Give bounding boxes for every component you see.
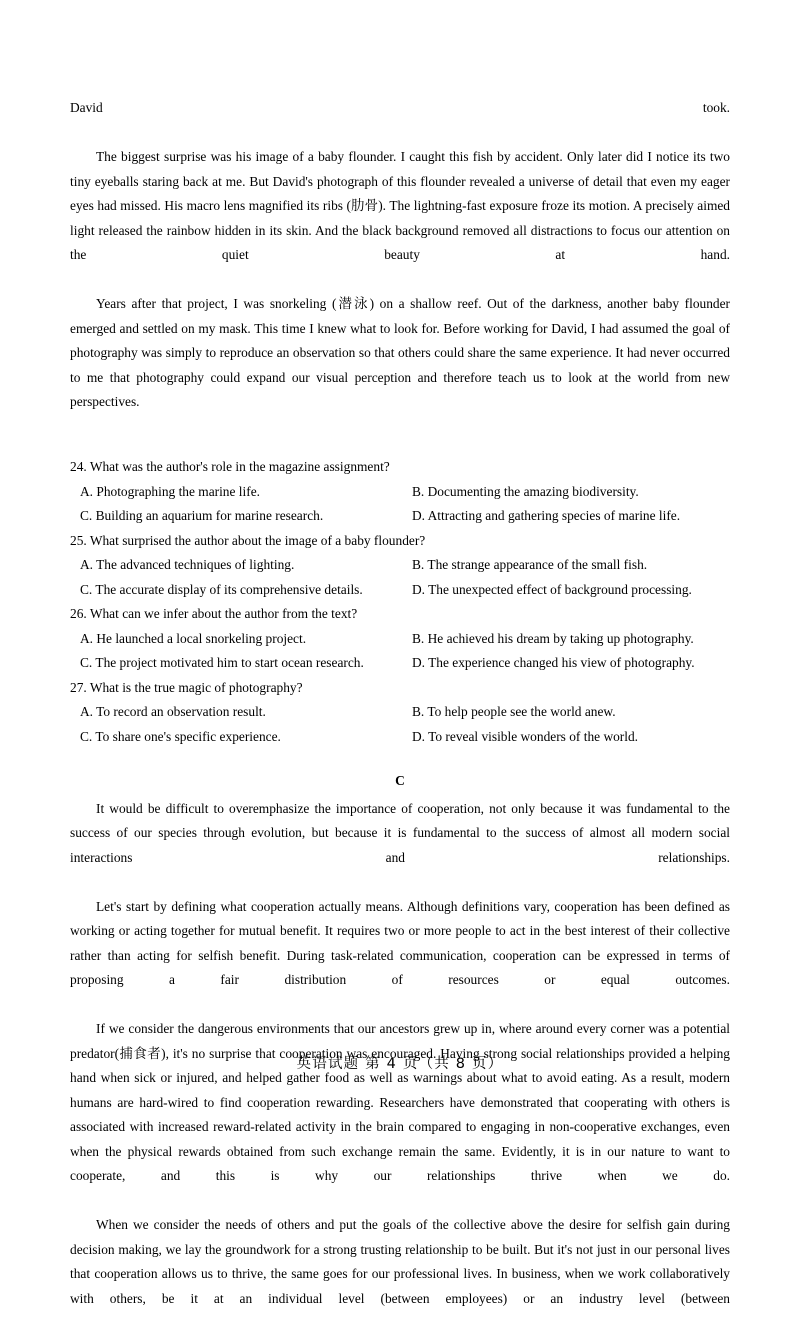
option-b[interactable]: B. Documenting the amazing biodiversity. bbox=[412, 483, 639, 499]
question-25 bbox=[70, 529, 730, 603]
option-d[interactable]: D. Attracting and gathering species of marine life. bbox=[412, 508, 681, 523]
option-d[interactable]: D. The experience changed his view of photography. bbox=[412, 655, 695, 670]
paragraph: Let's start by defining what cooperation actually means. Although definitions vary, cooperation has been defined as working or acting together for mutual benefit. It requires two or more people to act in the best interest of their collective rather than acting for selfish benefit. During task-related communication, cooperation can be expressed in terms of proposing a fair distribution of resources or equal outcomes. bbox=[70, 898, 730, 987]
question-options-row bbox=[70, 578, 730, 603]
question-options-row bbox=[70, 480, 730, 505]
option-c[interactable]: C. To share one's specific experience. bbox=[80, 728, 281, 744]
question-26 bbox=[70, 602, 730, 676]
question-stem: 24. What was the author's role in the magazine assignment? bbox=[70, 459, 390, 474]
page-footer bbox=[0, 1052, 800, 1073]
question-list bbox=[70, 455, 730, 749]
question-27 bbox=[70, 676, 730, 750]
question-options-row bbox=[70, 651, 730, 676]
question-options-row bbox=[70, 627, 730, 652]
question-options-row bbox=[70, 725, 730, 750]
option-a[interactable]: A. He launched a local snorkeling project. bbox=[80, 630, 307, 646]
option-a[interactable]: A. Photographing the marine life. bbox=[80, 483, 260, 499]
option-c[interactable]: C. The project motivated him to start ocean research. bbox=[80, 655, 364, 670]
spacer bbox=[70, 439, 730, 455]
paragraph: When we consider the needs of others and put the goals of the collective above the desire for selfish gain during decision making, we lay the groundwork for a strong trusting relationship to be built. But it's not just in our personal lives that cooperation allows us to thrive, the same goes for our professional lives. In business, when we work collaboratively with others, be it at an individual level (between employees) or an industry level (between bbox=[70, 1217, 730, 1306]
passage-b-continuation bbox=[70, 96, 730, 439]
paragraph: It would be difficult to overemphasize the importance of cooperation, not only because it was fundamental to the success of our species through evolution, but because it is fundamental to the success of almost all modern social interactions and relationships. bbox=[70, 800, 730, 865]
question-options-row bbox=[70, 504, 730, 529]
option-b[interactable]: B. The strange appearance of the small fish. bbox=[412, 557, 648, 572]
option-b[interactable]: B. He achieved his dream by taking up photography. bbox=[412, 630, 694, 646]
option-c[interactable]: C. Building an aquarium for marine research. bbox=[80, 508, 324, 523]
paragraph: The biggest surprise was his image of a baby flounder. I caught this fish by accident. Only later did I notice its two tiny eyeballs staring back at me. But David's photograph of this flounder revealed a universe of detail that even my eager eyes had missed. His macro lens magnified its ribs (肋骨). The lightning-fast exposure froze its motion. A precisely aimed light released the rainbow hidden in its skin. And the black background removed all distractions to focus our attention on the quiet beauty at hand. bbox=[70, 149, 730, 262]
option-a[interactable]: A. The advanced techniques of lighting. bbox=[80, 557, 295, 572]
page-body bbox=[70, 96, 730, 1336]
paragraph: If we consider the dangerous environments that our ancestors grew up in, where around every corner was a potential predator(捕食者), it's no surprise that cooperation was encouraged. Having strong social relationships provided a helping hand when sick or injured, and helped gather food as well as warnings about what to avoid eating. As a result, modern humans are hard-wired to find cooperation rewarding. Researchers have demonstrated that cooperating with others is associated with increased reward-related activity in the brain compared to engaging in non-cooperative exchanges, even when the physical rewards obtained from such exchange remain the same. Evidently, it is in our nature to want to cooperate, and this is why our relationships thrive when we do. bbox=[70, 1021, 730, 1183]
question-24 bbox=[70, 455, 730, 529]
option-d[interactable]: D. The unexpected effect of background processing. bbox=[412, 581, 692, 597]
option-d[interactable]: D. To reveal visible wonders of the world. bbox=[412, 728, 639, 744]
option-c[interactable]: C. The accurate display of its comprehensive details. bbox=[80, 581, 363, 597]
question-options-row bbox=[70, 553, 730, 578]
question-stem: 25. What surprised the author about the image of a baby flounder? bbox=[70, 532, 426, 548]
paragraph: David took. bbox=[70, 100, 730, 115]
option-b[interactable]: B. To help people see the world anew. bbox=[412, 704, 616, 719]
option-a[interactable]: A. To record an observation result. bbox=[80, 704, 266, 719]
question-stem: 26. What can we infer about the author from the text? bbox=[70, 606, 358, 621]
question-options-row bbox=[70, 700, 730, 725]
passage-c-letter: C bbox=[395, 773, 405, 788]
paragraph: Years after that project, I was snorkeling (潜泳) on a shallow reef. Out of the darkness, another baby flounder emerged and settled on my mask. This time I knew what to look for. Before working for David, I had assumed the goal of photography was simply to reproduce an observation so that others could share the same experience. It had never occurred to me that photography could expand our visual perception and therefore teach us to look at the world from new perspectives. bbox=[70, 296, 730, 409]
question-stem: 27. What is the true magic of photography? bbox=[70, 679, 303, 695]
footer-text: 英语试题 第 4 页（共 8 页） bbox=[296, 1056, 504, 1072]
